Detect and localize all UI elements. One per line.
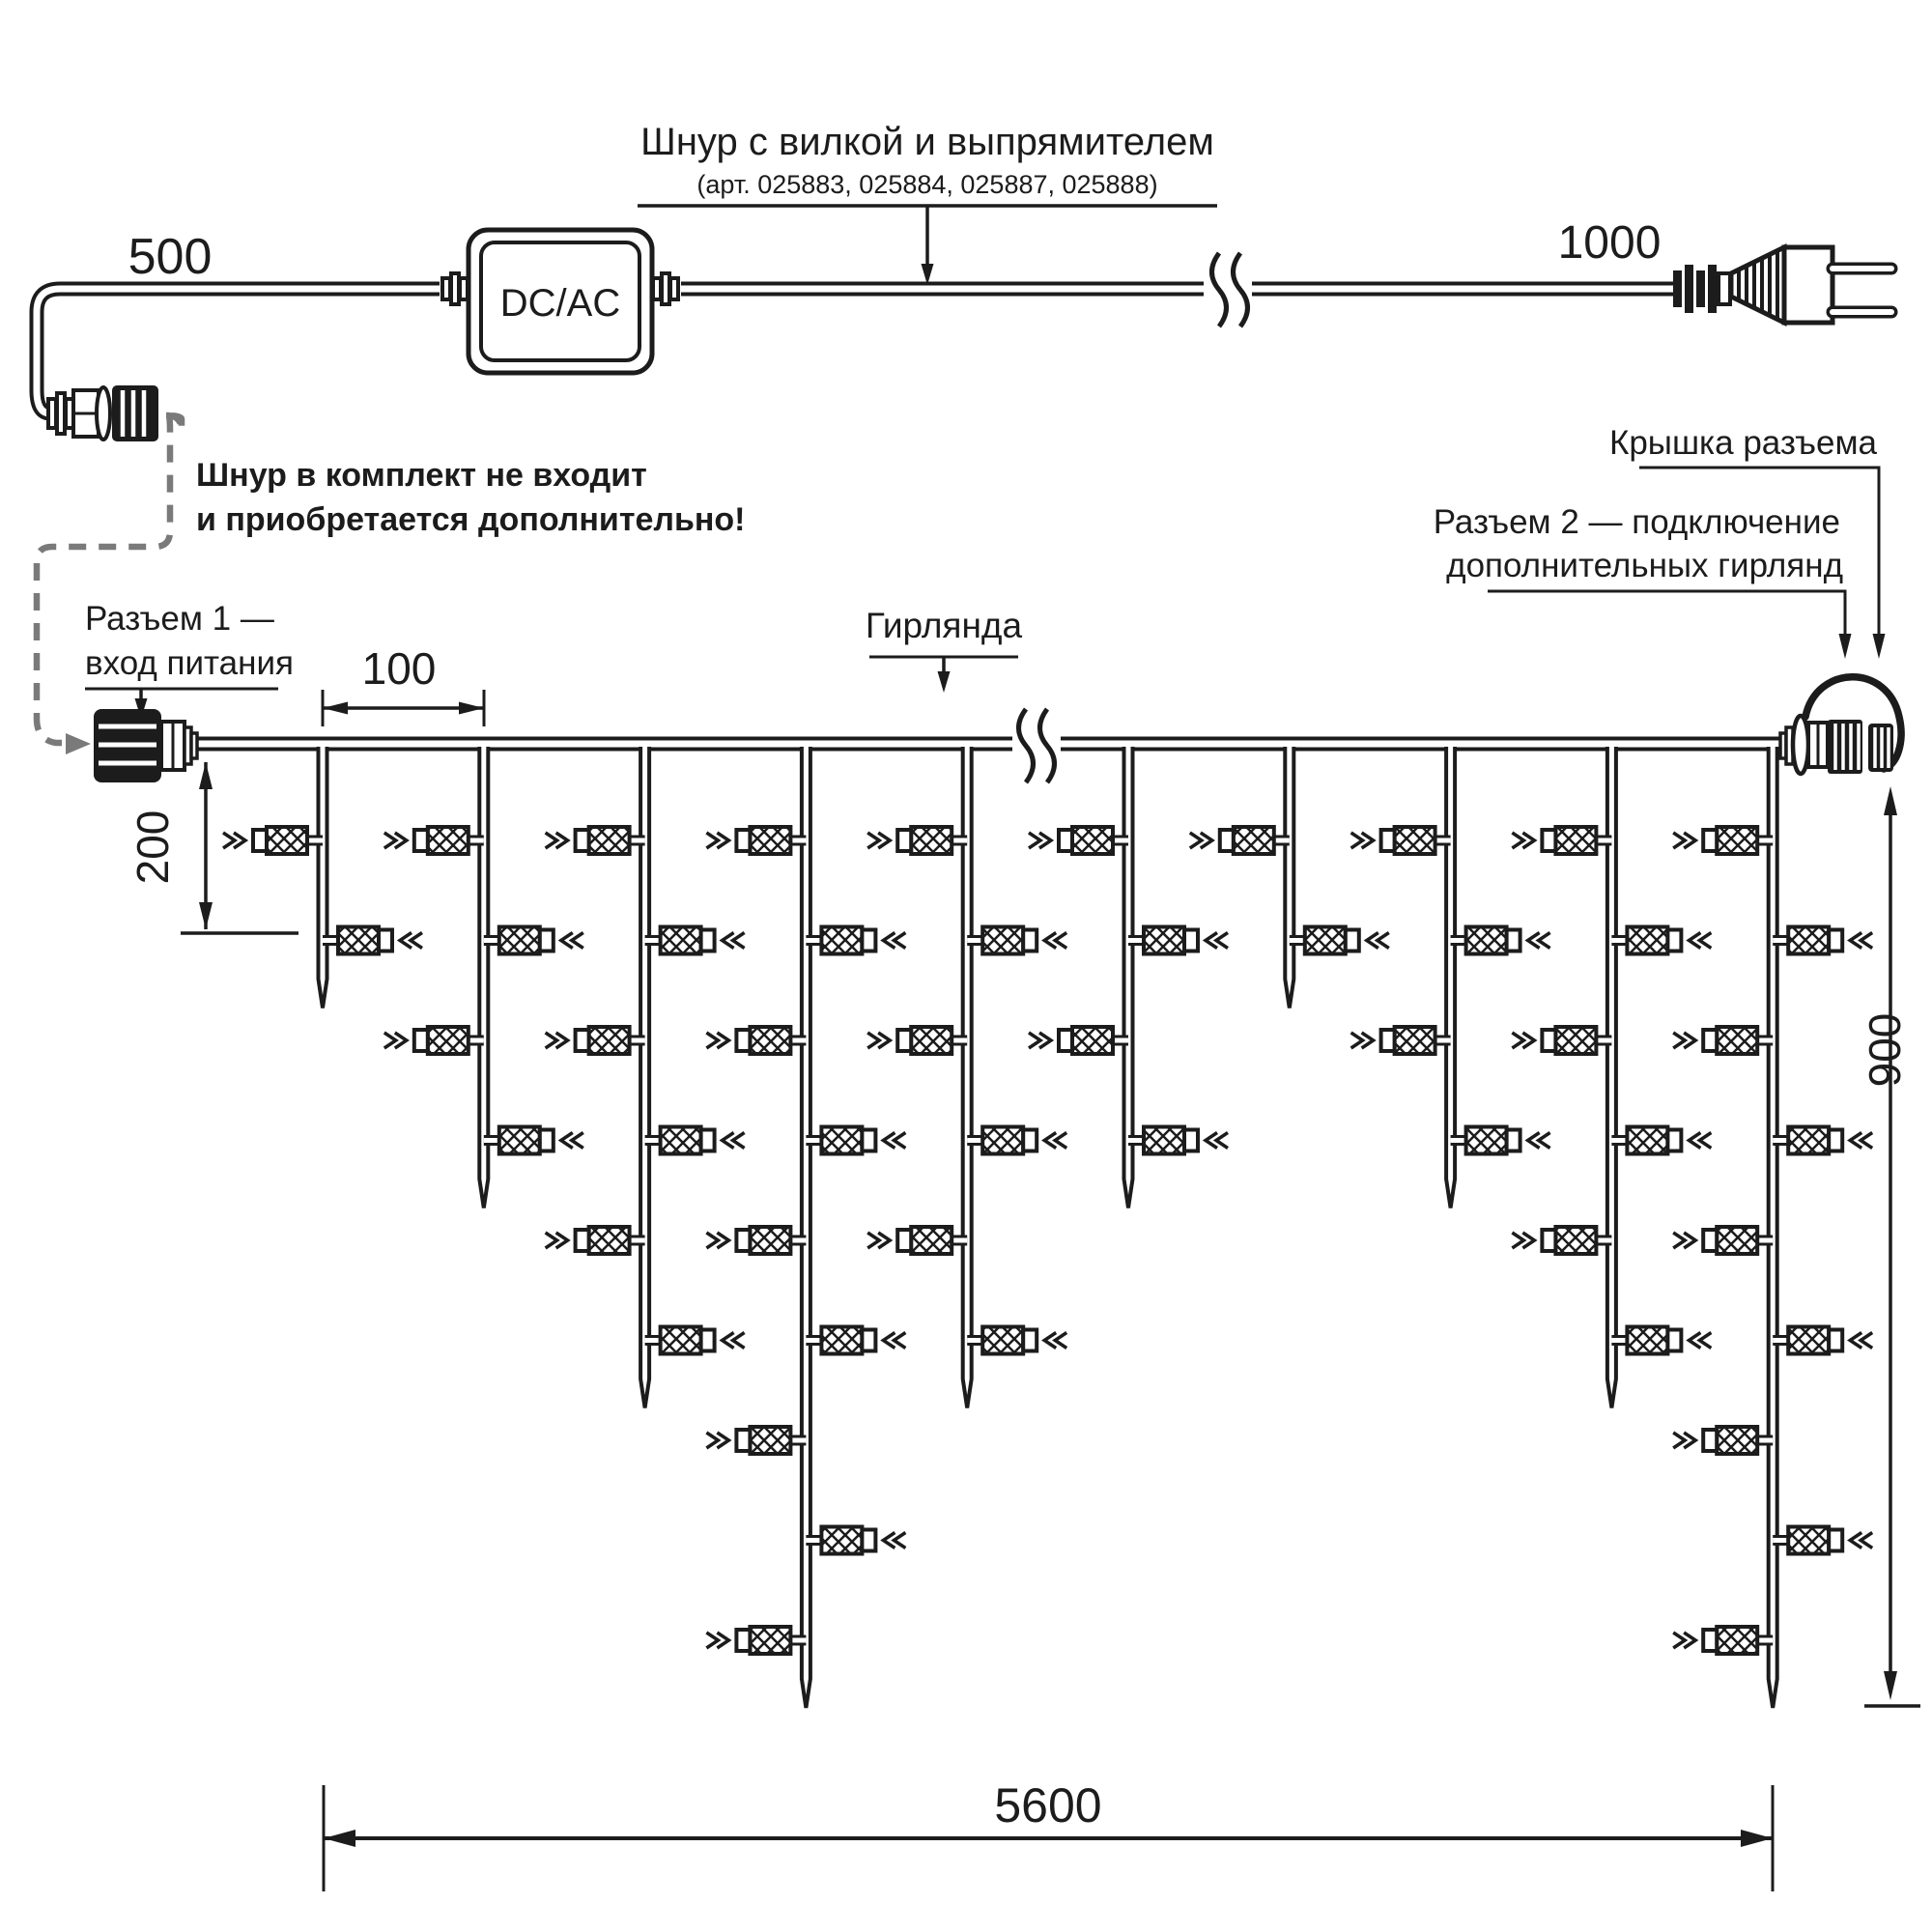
connector1-label-line1: Разъем 1 — [85,600,274,638]
led-bulb [806,927,905,954]
bulb-cap [701,930,715,952]
led-bulb [1190,827,1290,854]
led-bulb [1029,1027,1128,1054]
light-direction-icon [867,833,879,848]
garland-drop [867,747,1066,1408]
note-line2: и приобретается дополнительно! [196,501,746,538]
led-bulb [867,827,967,854]
bulb-body [821,927,862,954]
garland-label: Гирлянда [865,606,1023,645]
bulb-cap [897,1030,911,1051]
bulb-cap [1703,830,1717,851]
drop-wire [1769,747,1777,1708]
plug-strain-relief [1708,265,1717,313]
led-bulb [645,927,745,954]
bulb-cap [253,830,267,851]
bulb-body [1717,1427,1757,1454]
bulb-body [1466,1127,1507,1154]
diagram-title: Шнур с вилкой и выпрямителем [640,121,1214,163]
drop-wire [640,747,649,1408]
light-direction-icon [1029,833,1040,848]
dim-1000-label: 1000 [1557,217,1662,269]
led-bulb [706,1627,806,1654]
led-bulb [1512,1027,1611,1054]
note-line1: Шнур в комплект не входит [196,457,647,494]
light-direction-icon [706,1433,718,1448]
light-direction-icon [867,1233,879,1248]
bulb-body [428,1027,469,1054]
bulb-body [1627,1127,1667,1154]
garland-drop [1190,747,1389,1009]
garland-drop [1673,747,1872,1708]
led-bulb [1029,827,1128,854]
light-direction-icon [894,933,905,949]
led-bulb [706,1227,806,1254]
bulb-cap [1829,1530,1842,1551]
power-plug [1673,247,1891,323]
light-direction-icon [1673,1033,1685,1048]
light-direction-icon [546,833,557,848]
bulb-cap [1059,1030,1072,1051]
drop-wire [802,747,810,1708]
cap-label: Крышка разъема [1608,424,1877,462]
led-bulb [645,1327,745,1354]
light-direction-icon [1351,833,1363,848]
not-included-dashed-path [37,415,182,754]
drop-wire [319,747,327,1009]
bulb-cap [736,1430,750,1451]
led-bulb [645,1127,745,1154]
led-bulb [484,927,583,954]
dim-900 [1864,811,1920,1706]
bulb-body [1395,827,1435,854]
bulb-body [1466,927,1507,954]
bulb-body [661,927,701,954]
bulb-body [911,1227,952,1254]
light-direction-icon [1673,1433,1685,1448]
led-bulb [1773,1127,1872,1154]
bulb-body [911,1027,952,1054]
bulb-body [1788,1327,1829,1354]
dim-5600-arrow-left [324,1830,355,1847]
bulb-body [821,1127,862,1154]
light-direction-icon [1055,1133,1066,1149]
bulb-body [267,827,307,854]
light-direction-icon [1216,1133,1228,1149]
adapter-right-nub [662,273,669,304]
bulb-cap [1829,930,1842,952]
light-direction-icon [1861,1333,1872,1349]
garland-drop [223,747,422,1009]
diagram-subtitle: (арт. 025883, 025884, 025887, 025888) [696,170,1158,199]
plug-strain-relief [1673,270,1682,307]
plug-neck [1719,273,1730,304]
bulb-cap [1507,930,1520,952]
light-direction-icon [1029,1033,1040,1048]
light-direction-icon [572,933,583,949]
light-direction-icon [1512,1033,1523,1048]
led-bulb [1128,1127,1228,1154]
bulb-body [1072,1027,1113,1054]
led-bulb [1451,927,1550,954]
garland-drop [1351,747,1550,1208]
garland-output-connector [1780,677,1901,774]
connector1-callout [85,600,294,719]
note-block [196,457,746,538]
drop-wire [963,747,972,1408]
led-bulb [967,1127,1066,1154]
bulb-cap [1184,1130,1198,1151]
light-direction-icon [894,1333,905,1349]
bulb-body [750,1427,790,1454]
led-bulb [706,827,806,854]
dim-200-label: 200 [128,810,178,885]
bulb-body [911,827,952,854]
bulb-cap [414,1030,428,1051]
bulb-body [1555,827,1596,854]
garland-drop [546,747,745,1408]
led-bulb [1128,927,1228,954]
garland-input-connector [94,709,197,782]
bulb-cap [862,1330,875,1351]
dim-500-label: 500 [128,229,213,285]
light-direction-icon [546,1233,557,1248]
led-bulb [706,1427,806,1454]
title-block [638,121,1217,285]
bulb-cap [1059,830,1072,851]
cap-arrowhead [1873,634,1886,659]
bulb-body [1395,1027,1435,1054]
garland-break-icon [1012,709,1061,782]
light-direction-icon [706,1233,718,1248]
bulb-cap [736,1630,750,1651]
light-direction-icon [1216,933,1228,949]
bulb-cap [862,1130,875,1151]
bulb-body [499,1127,540,1154]
led-bulb [546,1027,645,1054]
light-direction-icon [1699,933,1711,949]
connector2-leader [1488,591,1845,636]
light-direction-icon [223,833,235,848]
bulb-body [1717,1227,1757,1254]
light-direction-icon [894,1133,905,1149]
light-direction-icon [411,933,422,949]
light-direction-icon [1861,1133,1872,1149]
led-bulb [1673,1427,1773,1454]
connector2-label-line2: дополнительных гирлянд [1446,547,1843,584]
adapter-right-nub [670,278,678,299]
bulb-body [982,927,1023,954]
garland-drops [223,747,1872,1708]
bulb-cap [701,1330,715,1351]
bulb-body [589,827,630,854]
dim-900-arrow-down [1884,1671,1897,1700]
led-bulb [1773,927,1872,954]
light-direction-icon [1055,1333,1066,1349]
light-direction-icon [546,1033,557,1048]
led-bulb [806,1127,905,1154]
bulb-cap [1184,930,1198,952]
bulb-cap [379,930,392,952]
light-direction-icon [572,1133,583,1149]
light-direction-icon [1673,833,1685,848]
bulb-body [1717,827,1757,854]
led-bulb [867,1027,967,1054]
cord-output-connector [48,385,158,441]
led-bulb [1351,827,1451,854]
led-bulb [384,1027,484,1054]
led-bulb [1673,1027,1773,1054]
light-direction-icon [1861,933,1872,949]
dc-ac-adapter [442,230,678,373]
led-bulb [1290,927,1389,954]
dashed-arrowhead-icon [66,733,91,754]
bulb-body [1627,1327,1667,1354]
bulb-cap [1703,1230,1717,1251]
bulb-body [1305,927,1346,954]
adapter-left-nub [451,273,459,304]
light-direction-icon [706,1033,718,1048]
led-bulb [967,927,1066,954]
bulb-cap [1346,930,1359,952]
bulb-body [589,1227,630,1254]
bulb-cap [701,1130,715,1151]
drop-wire [1285,747,1293,1009]
led-bulb [967,1327,1066,1354]
connector2-label-line1: Разъем 2 — подключение [1433,503,1840,541]
bulb-cap [1703,1030,1717,1051]
light-direction-icon [1699,1133,1711,1149]
light-direction-icon [384,1033,396,1048]
garland-drop [1512,747,1711,1408]
light-direction-icon [1378,933,1389,949]
connector1-label-line2: вход питания [85,644,294,682]
light-direction-icon [706,833,718,848]
bulb-body [821,1327,862,1354]
bulb-cap [1381,830,1395,851]
bulb-cap [576,830,589,851]
light-direction-icon [894,1533,905,1548]
garland-drop [706,747,905,1708]
led-bulb [1611,1327,1711,1354]
bulb-cap [1829,1130,1842,1151]
light-direction-icon [1539,933,1550,949]
bulb-body [338,927,379,954]
plug-head [1784,247,1833,323]
bulb-body [1555,1227,1596,1254]
dim-200-arrow-down [199,902,213,929]
light-direction-icon [1055,933,1066,949]
light-direction-icon [733,1333,745,1349]
plug-strain-relief [1685,265,1693,313]
led-bulb [546,827,645,854]
garland-arrowhead [938,671,951,693]
bulb-cap [897,1230,911,1251]
light-direction-icon [867,1033,879,1048]
bulb-body [1717,1027,1757,1054]
light-direction-icon [1190,833,1202,848]
bulb-body [982,1127,1023,1154]
bulb-cap [1542,1030,1555,1051]
bulb-cap [540,1130,554,1151]
bulb-cap [736,1030,750,1051]
light-direction-icon [1673,1233,1685,1248]
light-direction-icon [1351,1033,1363,1048]
bulb-body [750,1027,790,1054]
led-bulb [806,1327,905,1354]
led-bulb [706,1027,806,1054]
bulb-cap [1023,1130,1037,1151]
dim-5600-label: 5600 [994,1778,1102,1833]
cord-break-icon [1204,253,1252,327]
bulb-body [750,1227,790,1254]
bulb-body [661,1127,701,1154]
led-bulb [867,1227,967,1254]
bulb-cap [576,1230,589,1251]
bulb-cap [1703,1630,1717,1651]
led-bulb [1512,827,1611,854]
bulb-cap [1381,1030,1395,1051]
bulb-body [982,1327,1023,1354]
led-bulb [1673,827,1773,854]
bulb-body [1144,1127,1184,1154]
bulb-body [589,1027,630,1054]
led-bulb [484,1127,583,1154]
light-direction-icon [706,1633,718,1648]
light-direction-icon [1699,1333,1711,1349]
light-direction-icon [1861,1533,1872,1548]
light-direction-icon [1512,833,1523,848]
garland-drop [384,747,583,1208]
led-bulb [384,827,484,854]
bulb-cap [736,1230,750,1251]
connector2-callout [1434,503,1852,659]
bulb-cap [897,830,911,851]
power-cord [37,253,1673,413]
bulb-body [1788,1127,1829,1154]
dim-900-arrow-up [1884,786,1897,815]
led-bulb [223,827,323,854]
plug-strain-relief [1696,270,1705,307]
bulb-cap [1667,1330,1681,1351]
led-bulb [1773,1327,1872,1354]
bulb-cap [862,1530,875,1551]
bulb-cap [576,1030,589,1051]
bulb-cap [1667,930,1681,952]
bulb-body [1788,1527,1829,1554]
bulb-body [1555,1027,1596,1054]
led-bulb [1673,1627,1773,1654]
bulb-body [1234,827,1274,854]
adapter-left-nub [442,278,450,299]
bulb-body [499,927,540,954]
led-bulb [1512,1227,1611,1254]
bulb-body [821,1527,862,1554]
bulb-cap [1023,1330,1037,1351]
bulb-body [1717,1627,1757,1654]
garland-callout [866,606,1023,693]
bulb-cap [414,830,428,851]
dim-200-arrow-up [199,762,213,789]
led-bulb [806,1527,905,1554]
dim-100-arrow-right [459,702,484,715]
bulb-cap [540,930,554,952]
led-bulb [1451,1127,1550,1154]
bulb-body [1627,927,1667,954]
dim-100-label: 100 [361,643,437,694]
bulb-cap [1023,930,1037,952]
bulb-cap [1220,830,1234,851]
drop-wire [1607,747,1616,1408]
bulb-body [750,1627,790,1654]
bulb-body [428,827,469,854]
led-bulb [1673,1227,1773,1254]
light-direction-icon [733,1133,745,1149]
connector2-arrowhead [1839,634,1852,659]
led-bulb [1611,927,1711,954]
light-direction-icon [384,833,396,848]
bulb-cap [1542,830,1555,851]
light-direction-icon [1539,1133,1550,1149]
led-bulb [323,927,422,954]
led-bulb [1611,1127,1711,1154]
bulb-body [661,1327,701,1354]
bulb-cap [1507,1130,1520,1151]
dim-5600-arrow-right [1741,1830,1773,1847]
adapter-label: DC/AC [499,282,621,325]
bulb-body [1788,927,1829,954]
bulb-cap [862,930,875,952]
bulb-cap [1829,1330,1842,1351]
bulb-cap [1667,1130,1681,1151]
bulb-cap [736,830,750,851]
light-direction-icon [1512,1233,1523,1248]
bulb-cap [1542,1230,1555,1251]
led-bulb [1351,1027,1451,1054]
light-direction-icon [733,933,745,949]
bulb-body [1072,827,1113,854]
dim-100-arrow-left [323,702,348,715]
bulb-body [1144,927,1184,954]
led-bulb [1773,1527,1872,1554]
bulb-cap [1703,1430,1717,1451]
led-bulb [546,1227,645,1254]
bulb-body [750,827,790,854]
light-direction-icon [1673,1633,1685,1648]
dim-900-label: 900 [1860,1012,1910,1088]
